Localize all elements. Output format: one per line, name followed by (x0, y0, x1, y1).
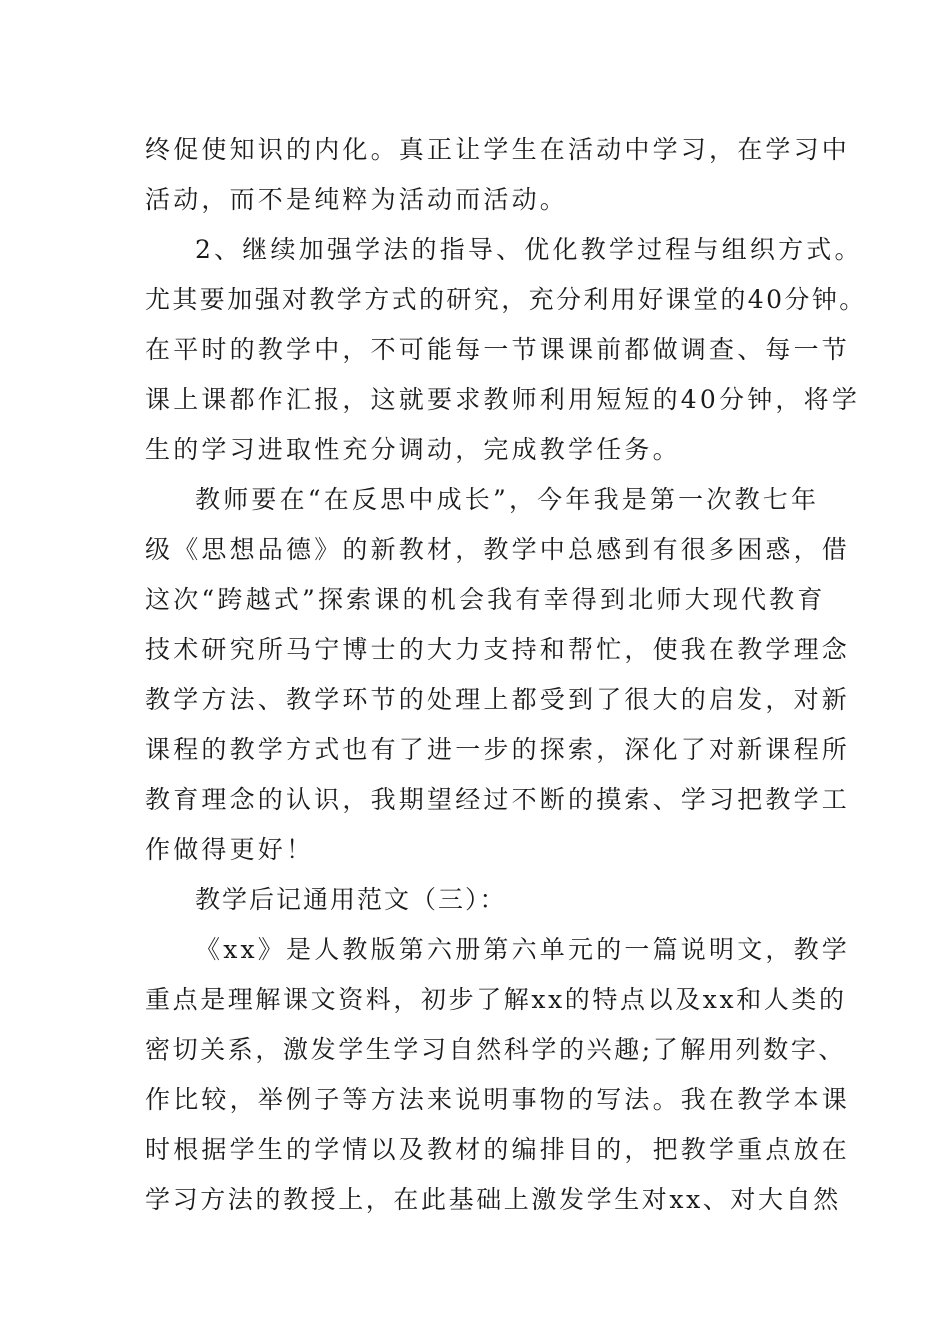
text-line: 学习方法的教授上，在此基础上激发学生对xx、对大自然 (145, 1185, 841, 1214)
section-heading: 教学后记通用范文（三）： (195, 885, 507, 914)
text-line: 终促使知识的内化。真正让学生在活动中学习，在学习中 (145, 135, 851, 164)
text-line: 课程的教学方式也有了进一步的探索，深化了对新课程所 (145, 735, 851, 764)
text-line: 课上课都作汇报，这就要求教师利用短短的40分钟，将学 (145, 385, 861, 414)
text-line: 《xx》是人教版第六册第六单元的一篇说明文，教学 (195, 935, 851, 964)
text-line: 重点是理解课文资料，初步了解xx的特点以及xx和人类的 (145, 985, 847, 1014)
text-line: 作比较，举例子等方法来说明事物的写法。我在教学本课 (145, 1085, 851, 1114)
text-line: 教师要在“在反思中成长”，今年我是第一次教七年 (195, 485, 820, 514)
text-line: 这次“跨越式”探索课的机会我有幸得到北师大现代教育 (145, 585, 826, 614)
text-line: 技术研究所马宁博士的大力支持和帮忙，使我在教学理念 (145, 635, 851, 664)
text-line: 密切关系，激发学生学习自然科学的兴趣;了解用列数字、 (145, 1035, 847, 1064)
text-line: 活动，而不是纯粹为活动而活动。 (145, 185, 569, 214)
text-line: 作做得更好！ (145, 835, 315, 864)
text-line: 生的学习进取性充分调动，完成教学任务。 (145, 435, 681, 464)
text-line: 教学方法、教学环节的处理上都受到了很大的启发，对新 (145, 685, 851, 714)
text-line: 教育理念的认识，我期望经过不断的摸索、学习把教学工 (145, 785, 851, 814)
text-line: 在平时的教学中，不可能每一节课课前都做调查、每一节 (145, 335, 851, 364)
text-line: 时根据学生的学情以及教材的编排目的，把教学重点放在 (145, 1135, 851, 1164)
text-line: 级《思想品德》的新教材，教学中总感到有很多困惑，借 (145, 535, 851, 564)
text-line: 2、继续加强学法的指导、优化教学过程与组织方式。 (195, 235, 863, 264)
text-line: 尤其要加强对教学方式的研究，充分利用好课堂的40分钟。 (145, 285, 867, 314)
